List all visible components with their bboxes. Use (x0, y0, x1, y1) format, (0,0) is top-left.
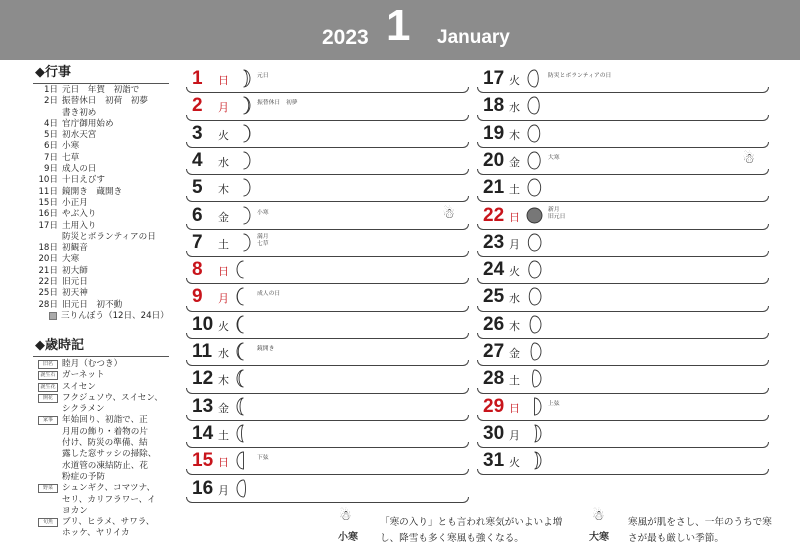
seasonal-tag: 野菜 (38, 484, 58, 493)
seasonal-item (35, 393, 169, 404)
day-number: 8 (192, 259, 203, 281)
moon-phase-icon (235, 369, 252, 388)
event-text: 書き初め (62, 107, 97, 118)
event-day: 6日 (43, 141, 58, 152)
seasonal-tag (38, 405, 58, 414)
day-number: 24 (483, 259, 505, 281)
day-row[interactable] (477, 175, 769, 202)
day-row[interactable] (186, 339, 469, 366)
weekday-label: 火 (218, 319, 229, 333)
weekday-label: 木 (509, 128, 520, 142)
event-day: 25日 (38, 288, 58, 299)
day-number: 15 (192, 450, 214, 472)
moon-phase-icon (235, 96, 252, 115)
seasonal-tag (38, 529, 58, 538)
seasonal-item (35, 449, 169, 460)
year-label: 2023 (322, 26, 369, 49)
moon-phase-icon (526, 124, 543, 143)
seasonal-text: 睦月（むつき） (62, 359, 123, 369)
month-name: January (437, 27, 510, 48)
day-note: 成人の日 (257, 291, 281, 298)
event-day: 2日 (43, 96, 58, 107)
day-row[interactable] (186, 121, 469, 148)
day-note: 元日 (257, 73, 269, 79)
day-number: 10 (192, 313, 214, 335)
moon-phase-icon (235, 260, 252, 279)
seasonal-title: ◆歳時記 (35, 338, 84, 353)
shokan-description: 「寒の入り」とも言われ寒気がいよいよ増し、降雪も多く寒風も強くなる。 (380, 517, 563, 544)
weekday-label: 金 (509, 155, 520, 169)
day-row[interactable] (477, 203, 769, 230)
seasonal-item (35, 359, 169, 370)
day-row[interactable] (477, 421, 769, 448)
seasonal-item (35, 415, 169, 426)
events-title: ◆行事 (35, 65, 71, 80)
event-day: 4日 (43, 118, 58, 129)
seasonal-text: セリ、カリフラワー、イ (62, 494, 156, 505)
day-row[interactable] (477, 93, 769, 120)
moon-phase-icon (235, 69, 252, 88)
event-item (35, 243, 169, 254)
event-text: 鏡開き 蔵開き (62, 186, 123, 197)
moon-phase-icon (526, 69, 543, 88)
snowman-icon: ☃ (339, 508, 352, 524)
snowman-icon: ☃ (442, 205, 455, 222)
moon-phase-icon (235, 151, 252, 170)
day-number: 28 (483, 368, 505, 390)
weekday-label: 土 (509, 183, 520, 197)
moon-phase-icon (235, 233, 252, 252)
weekday-label: 日 (218, 456, 229, 470)
seasonal-text: ヨカン (62, 505, 88, 516)
event-day: 17日 (38, 220, 58, 231)
event-item (35, 141, 169, 152)
day-number: 16 (192, 477, 214, 499)
seasonal-text: 付け、防災の準備、結 (62, 438, 148, 449)
moon-phase-icon (526, 369, 543, 388)
seasonal-divider (33, 356, 169, 357)
weekday-label: 水 (218, 347, 229, 360)
day-row[interactable] (186, 93, 469, 120)
event-text: 大寒 (62, 254, 80, 265)
event-item (35, 130, 169, 141)
weekday-label: 金 (218, 401, 229, 415)
seasonal-item (35, 382, 169, 393)
day-number: 20 (483, 149, 505, 171)
event-day: 10日 (38, 175, 58, 186)
day-note: 下弦 (257, 455, 269, 462)
header-bar (0, 0, 800, 60)
day-row[interactable] (186, 175, 469, 202)
sanrinbo-text: 三りんぼう（12日、24日） (61, 310, 169, 321)
day-number: 29 (483, 395, 505, 417)
seasonal-item (35, 483, 169, 494)
event-day: 28日 (38, 299, 58, 310)
day-number: 6 (192, 204, 203, 226)
moon-phase-icon (235, 178, 252, 197)
event-item (35, 85, 169, 96)
event-item (35, 198, 169, 209)
seasonal-text: ブリ、ヒラメ、サワラ、 (62, 517, 155, 528)
day-number: 25 (483, 286, 505, 308)
event-day: 9日 (43, 164, 58, 175)
event-item (35, 175, 169, 186)
day-number: 21 (483, 177, 505, 199)
shokan-label: 小寒 (338, 532, 358, 543)
weekday-label: 日 (509, 401, 520, 415)
weekday-label: 火 (509, 456, 520, 470)
event-day: 20日 (38, 254, 58, 265)
seasonal-tag (38, 507, 58, 516)
day-row[interactable] (477, 366, 769, 393)
seasonal-tag: 誕生花 (38, 383, 58, 392)
day-number: 12 (192, 368, 214, 390)
day-row[interactable] (477, 257, 769, 284)
seasonal-text: ホッケ、ヤリイカ (62, 528, 130, 539)
event-text: 旧元日 (62, 277, 88, 288)
day-row[interactable] (477, 148, 769, 175)
event-day (35, 108, 62, 119)
event-text: 成人の日 (62, 164, 97, 175)
day-row[interactable] (477, 339, 769, 366)
day-row[interactable] (477, 312, 769, 339)
day-row[interactable] (477, 121, 769, 148)
event-item (35, 266, 169, 277)
day-row[interactable] (186, 203, 469, 230)
moon-phase-icon (526, 151, 543, 170)
event-text: 元日 年賀 初詣で (62, 85, 140, 95)
moon-phase-icon (526, 260, 543, 279)
event-item (35, 96, 169, 107)
weekday-label: 土 (218, 428, 229, 442)
seasonal-text: 露した窓サッシの掃除、 (62, 449, 157, 460)
day-number: 3 (192, 122, 203, 144)
weekday-label: 月 (218, 292, 229, 306)
weekday-label: 金 (509, 347, 520, 360)
event-text: 初天神 (62, 288, 88, 299)
seasonal-list (35, 359, 169, 540)
day-number: 31 (483, 450, 505, 472)
event-day: 7日 (43, 152, 58, 163)
day-note: 満月 七草 (257, 233, 269, 247)
day-number: 14 (192, 422, 214, 444)
day-number: 17 (483, 68, 505, 89)
weekday-label: 木 (509, 319, 520, 333)
seasonal-tag: 家事 (38, 416, 58, 425)
seasonal-tag (38, 496, 58, 505)
day-number: 7 (192, 231, 203, 253)
moon-phase-icon (235, 451, 252, 470)
event-day: 15日 (38, 197, 58, 208)
seasonal-item (35, 528, 169, 539)
day-number: 19 (483, 122, 505, 144)
day-note: 上弦 (548, 400, 560, 407)
event-day: 18日 (38, 243, 58, 254)
event-day: 22日 (38, 277, 58, 288)
day-number: 2 (192, 95, 203, 117)
day-row[interactable] (186, 312, 469, 339)
seasonal-text: 水道管の凍結防止、花 (62, 460, 148, 471)
seasonal-text: スイセン (62, 381, 96, 392)
seasonal-tag (38, 462, 58, 471)
moon-phase-icon (235, 206, 252, 225)
event-day: 16日 (38, 209, 58, 220)
moon-phase-icon (235, 315, 252, 334)
weekday-label: 木 (218, 183, 229, 197)
day-note: 鏡開き (257, 346, 275, 352)
event-text: 官庁御用始め (62, 118, 114, 129)
seasonal-tag (38, 450, 58, 459)
day-row-writing-line (186, 497, 469, 503)
moon-phase-icon (235, 397, 252, 416)
seasonal-text: 月用の飾り・着物の片 (62, 426, 148, 437)
day-note: 小寒 (257, 209, 269, 216)
moon-phase-icon (526, 342, 543, 361)
moon-phase-icon (526, 397, 543, 416)
seasonal-item (35, 506, 169, 517)
weekday-label: 火 (509, 74, 520, 87)
seasonal-text: シュンギク、コマツナ、 (62, 483, 156, 494)
weekday-label: 月 (509, 428, 520, 442)
weekday-label: 水 (509, 292, 520, 306)
sidebar (33, 64, 173, 560)
seasonal-tag (38, 473, 58, 482)
event-text: 振替休日 初荷 初夢 (62, 96, 148, 107)
moon-phase-icon (235, 124, 252, 143)
day-row[interactable] (477, 230, 769, 257)
seasonal-tag: 誕生石 (38, 371, 58, 380)
day-number: 4 (192, 149, 203, 171)
seasonal-item (35, 404, 169, 415)
moon-phase-icon (235, 479, 252, 498)
day-row[interactable] (186, 421, 469, 448)
day-number: 27 (483, 341, 505, 362)
event-day: 5日 (43, 130, 58, 141)
day-number: 9 (192, 286, 203, 308)
seasonal-text: シクラメン (62, 404, 105, 415)
event-text: 小正月 (62, 197, 88, 208)
event-item (35, 164, 169, 175)
event-day: 1日 (43, 85, 58, 95)
moon-phase-icon (526, 287, 543, 306)
event-item (35, 209, 169, 220)
daikan-description: 寒風が肌をさし、一年のうちで寒さが最も厳しい季節。 (628, 517, 772, 544)
weekday-label: 日 (218, 265, 229, 279)
event-item (35, 108, 169, 119)
weekday-label: 火 (509, 265, 520, 279)
weekday-label: 木 (218, 374, 229, 388)
events-divider (33, 83, 169, 84)
weekday-label: 月 (509, 237, 520, 251)
event-item (35, 277, 169, 288)
snowman-icon: ☃ (592, 508, 605, 524)
event-text: 土用入り (62, 220, 97, 231)
moon-phase-icon (526, 96, 543, 115)
weekday-label: 土 (218, 237, 229, 251)
daikan-label: 大寒 (589, 532, 609, 543)
event-text: 防災とボランティアの日 (62, 231, 156, 242)
seasonal-text: ガーネット (62, 370, 105, 381)
events-list (35, 85, 169, 322)
seasonal-text: フクジュソウ、スイセン、 (62, 392, 163, 403)
weekday-label: 火 (218, 128, 229, 142)
event-text: 小寒 (62, 141, 80, 152)
legend-square-icon (49, 312, 57, 320)
moon-phase-icon (526, 233, 543, 252)
event-item (35, 300, 169, 311)
day-number: 30 (483, 422, 505, 444)
moon-phase-icon (235, 342, 252, 361)
moon-phase-icon (526, 178, 543, 197)
seasonal-item (35, 472, 169, 483)
event-day (35, 232, 62, 243)
seasonal-item (35, 370, 169, 381)
event-text: やぶ入り (62, 209, 97, 220)
event-text: 初水天宮 (62, 130, 97, 141)
day-note: 新月 旧元日 (548, 206, 566, 220)
moon-phase-icon (526, 315, 543, 334)
month-number: 1 (386, 1, 411, 50)
moon-phase-icon (526, 424, 543, 443)
day-row[interactable] (477, 448, 769, 475)
day-row[interactable] (477, 66, 769, 93)
seasonal-item (35, 495, 169, 506)
day-number: 11 (192, 341, 213, 362)
day-row[interactable] (186, 66, 469, 93)
event-day: 21日 (38, 265, 58, 276)
weekday-label: 月 (218, 101, 229, 115)
day-number: 18 (483, 95, 505, 117)
seasonal-text: 年始回り、初詣で、正 (62, 415, 148, 426)
event-text: 十日えびす (62, 175, 105, 186)
day-number: 26 (483, 313, 505, 335)
seasonal-tag (38, 428, 58, 437)
day-row[interactable] (477, 394, 769, 421)
weekday-label: 月 (218, 483, 229, 497)
seasonal-item (35, 427, 169, 438)
day-note: 大寒 (548, 154, 560, 161)
sanrinbo-legend (35, 311, 169, 322)
moon-phase-icon (235, 424, 252, 443)
event-item (35, 288, 169, 299)
seasonal-tag (38, 439, 58, 448)
seasonal-item (35, 517, 169, 528)
event-text: 初大師 (62, 265, 88, 276)
day-number: 13 (192, 395, 214, 417)
event-item (35, 221, 169, 232)
day-row-writing-line (477, 469, 769, 475)
day-number: 1 (192, 68, 203, 89)
weekday-label: 水 (218, 155, 229, 169)
day-row[interactable] (186, 230, 469, 257)
event-item (35, 254, 169, 265)
day-number: 23 (483, 231, 505, 253)
day-row[interactable] (186, 284, 469, 311)
weekday-label: 水 (509, 101, 520, 115)
day-row[interactable] (477, 284, 769, 311)
seasonal-tag: 旬魚 (38, 518, 58, 527)
event-item (35, 187, 169, 198)
event-text: 初観音 (62, 243, 88, 254)
seasonal-tag: 旧名 (38, 360, 58, 369)
day-row[interactable] (186, 148, 469, 175)
event-text: 七草 (62, 152, 80, 163)
day-row[interactable] (186, 257, 469, 284)
day-number: 5 (192, 177, 203, 199)
weekday-label: 日 (509, 210, 520, 224)
event-item (35, 153, 169, 164)
day-note: 振替休日 初夢 (257, 100, 298, 107)
day-note: 防災とボランティアの日 (548, 73, 612, 79)
day-row[interactable] (186, 394, 469, 421)
moon-phase-icon (526, 451, 543, 470)
event-day: 11日 (38, 186, 58, 197)
event-text: 旧元日 初不動 (62, 299, 123, 310)
moon-phase-icon (235, 287, 252, 306)
seasonal-item (35, 461, 169, 472)
snowman-icon: ☃ (742, 150, 755, 167)
seasonal-text: 粉症の予防 (62, 471, 105, 482)
moon-phase-icon (526, 206, 543, 225)
weekday-label: 金 (218, 210, 229, 224)
seasonal-item (35, 438, 169, 449)
day-row[interactable] (186, 448, 469, 475)
weekday-label: 日 (218, 74, 229, 87)
day-number: 22 (483, 204, 505, 226)
day-row[interactable] (186, 476, 469, 503)
weekday-label: 土 (509, 374, 520, 388)
seasonal-tag: 開花 (38, 394, 58, 403)
day-row[interactable] (186, 366, 469, 393)
event-item (35, 119, 169, 130)
event-item (35, 232, 169, 243)
